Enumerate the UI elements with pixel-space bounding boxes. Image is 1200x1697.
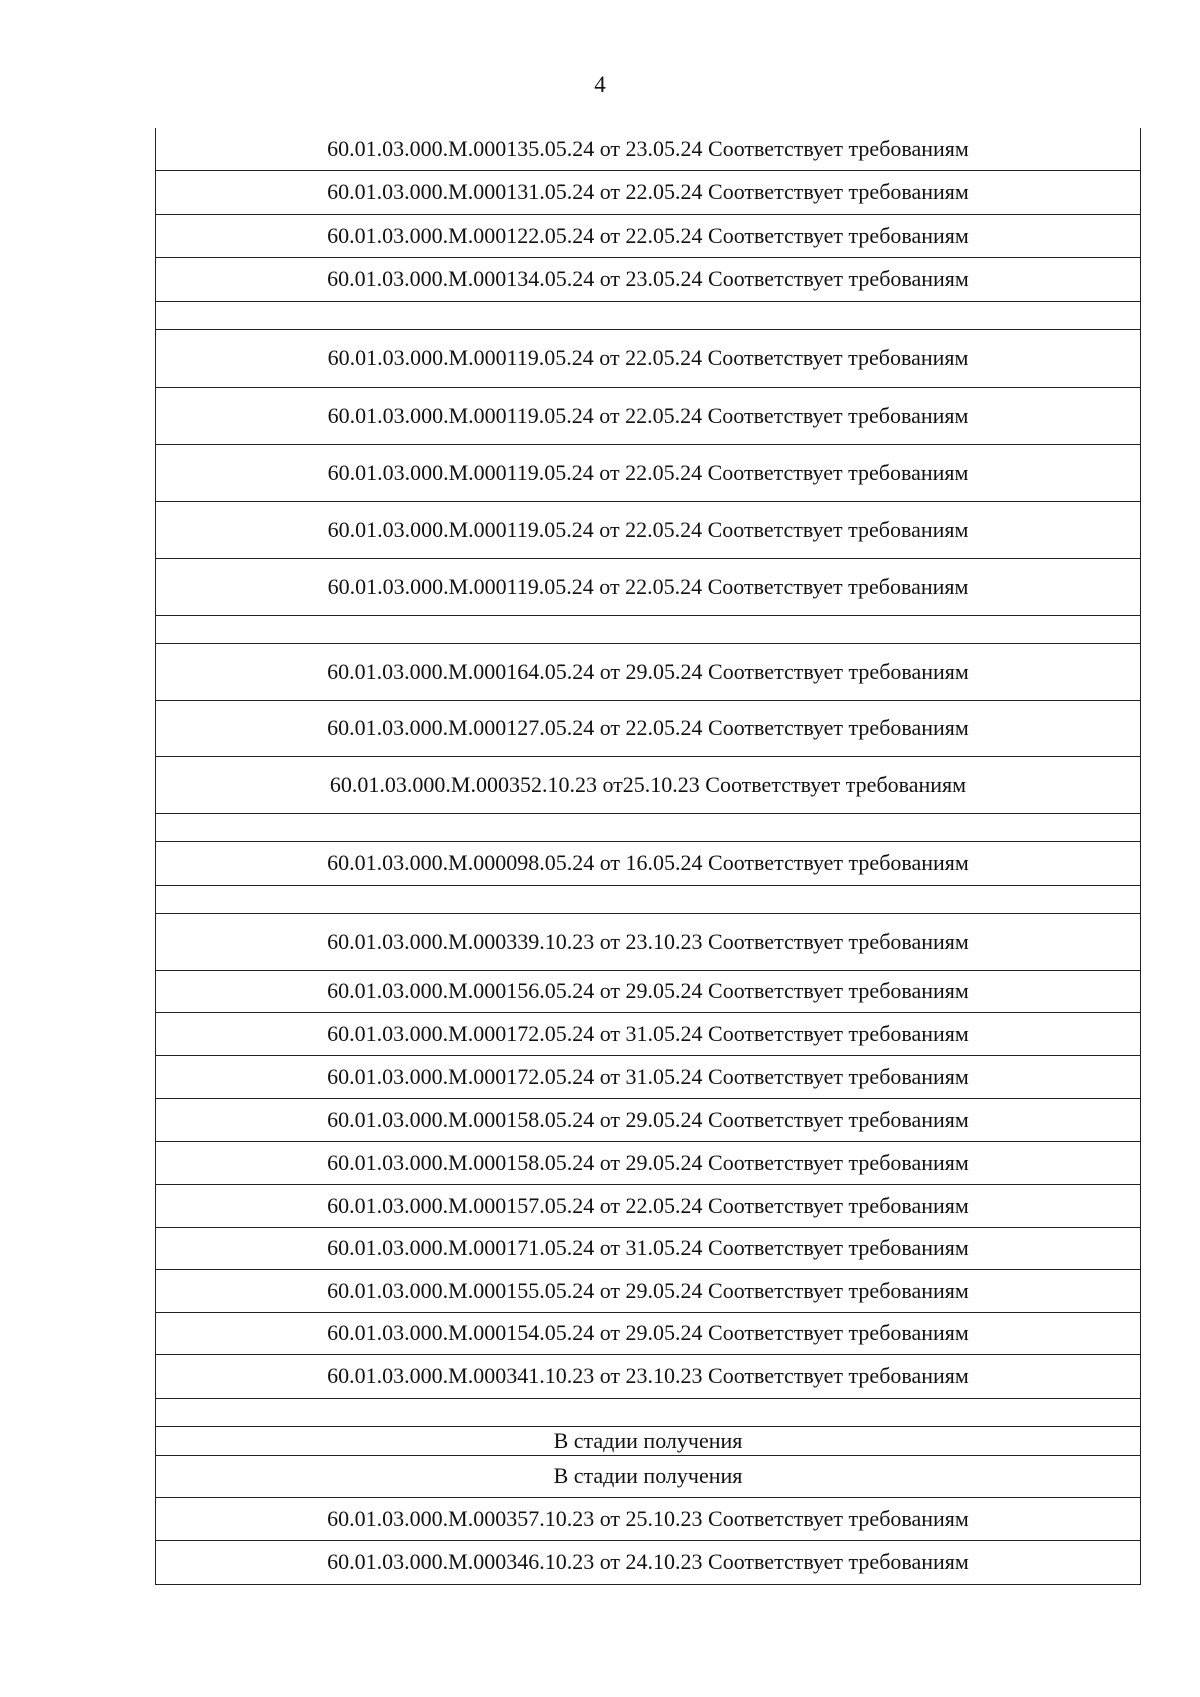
table-cell: 60.01.03.000.М.000154.05.24 от 29.05.24 Соответствует требованиям bbox=[156, 1312, 1141, 1354]
table-cell: 60.01.03.000.М.000157.05.24 от 22.05.24 Соответствует требованиям bbox=[156, 1184, 1141, 1227]
table-cell bbox=[156, 885, 1141, 913]
table-cell: 60.01.03.000.М.000357.10.23 от 25.10.23 Соответствует требованиям bbox=[156, 1497, 1141, 1540]
table-cell: 60.01.03.000.М.000158.05.24 от 29.05.24 Соответствует требованиям bbox=[156, 1141, 1141, 1184]
table-cell: 60.01.03.000.М.000098.05.24 от 16.05.24 Соответствует требованиям bbox=[156, 841, 1141, 885]
table-row bbox=[156, 1354, 1141, 1398]
table-cell: 60.01.03.000.М.000119.05.24 от 22.05.24 Соответствует требованиям bbox=[156, 444, 1141, 501]
table-row bbox=[156, 1012, 1141, 1055]
table-row bbox=[156, 913, 1141, 970]
table-row bbox=[156, 1141, 1141, 1184]
table-row bbox=[156, 970, 1141, 1012]
table-cell: 60.01.03.000.М.000352.10.23 от25.10.23 Соответствует требованиям bbox=[156, 756, 1141, 813]
table-cell bbox=[156, 813, 1141, 841]
table-row bbox=[156, 387, 1141, 444]
table-cell: 60.01.03.000.М.000134.05.24 от 23.05.24 Соответствует требованиям bbox=[156, 257, 1141, 301]
table-cell: 60.01.03.000.М.000135.05.24 от 23.05.24 Соответствует требованиям bbox=[156, 128, 1141, 170]
table-row bbox=[156, 214, 1141, 257]
table-cell: В стадии получения bbox=[156, 1426, 1141, 1455]
table-cell bbox=[156, 301, 1141, 329]
table-row bbox=[156, 1184, 1141, 1227]
page-number: 4 bbox=[594, 72, 606, 97]
table-row bbox=[156, 1269, 1141, 1312]
table-row bbox=[156, 257, 1141, 301]
table-row bbox=[156, 501, 1141, 558]
table-row bbox=[156, 128, 1141, 170]
table-cell: 60.01.03.000.М.000158.05.24 от 29.05.24 Соответствует требованиям bbox=[156, 1098, 1141, 1141]
table-row bbox=[156, 329, 1141, 387]
table-row bbox=[156, 885, 1141, 913]
table-cell: 60.01.03.000.М.000172.05.24 от 31.05.24 Соответствует требованиям bbox=[156, 1012, 1141, 1055]
table-row bbox=[156, 643, 1141, 700]
table-cell: 60.01.03.000.М.000119.05.24 от 22.05.24 Соответствует требованиям bbox=[156, 501, 1141, 558]
table-cell: 60.01.03.000.М.000341.10.23 от 23.10.23 Соответствует требованиям bbox=[156, 1354, 1141, 1398]
table-row bbox=[156, 301, 1141, 329]
table-cell: 60.01.03.000.М.000171.05.24 от 31.05.24 Соответствует требованиям bbox=[156, 1227, 1141, 1269]
table-row bbox=[156, 1398, 1141, 1426]
table-cell: 60.01.03.000.М.000119.05.24 от 22.05.24 Соответствует требованиям bbox=[156, 329, 1141, 387]
certificates-table bbox=[155, 128, 1141, 1585]
table-row bbox=[156, 444, 1141, 501]
table-row bbox=[156, 1227, 1141, 1269]
table-cell: 60.01.03.000.М.000119.05.24 от 22.05.24 Соответствует требованиям bbox=[156, 387, 1141, 444]
table-cell: 60.01.03.000.М.000172.05.24 от 31.05.24 Соответствует требованиям bbox=[156, 1055, 1141, 1098]
table-cell bbox=[156, 615, 1141, 643]
table-cell: 60.01.03.000.М.000119.05.24 от 22.05.24 Соответствует требованиям bbox=[156, 558, 1141, 615]
table-row bbox=[156, 1312, 1141, 1354]
table-row bbox=[156, 756, 1141, 813]
table-cell: В стадии получения bbox=[156, 1455, 1141, 1497]
table-cell: 60.01.03.000.М.000339.10.23 от 23.10.23 Соответствует требованиям bbox=[156, 913, 1141, 970]
table-row bbox=[156, 1426, 1141, 1455]
table-cell: 60.01.03.000.М.000346.10.23 от 24.10.23 Соответствует требованиям bbox=[156, 1540, 1141, 1584]
table-row bbox=[156, 1055, 1141, 1098]
table-row bbox=[156, 1540, 1141, 1584]
table-row bbox=[156, 841, 1141, 885]
table-row bbox=[156, 558, 1141, 615]
table-cell: 60.01.03.000.М.000156.05.24 от 29.05.24 Соответствует требованиям bbox=[156, 970, 1141, 1012]
table-cell: 60.01.03.000.М.000155.05.24 от 29.05.24 Соответствует требованиям bbox=[156, 1269, 1141, 1312]
table-row bbox=[156, 1098, 1141, 1141]
table-row bbox=[156, 170, 1141, 214]
table-row bbox=[156, 813, 1141, 841]
table-cell: 60.01.03.000.М.000127.05.24 от 22.05.24 Соответствует требованиям bbox=[156, 700, 1141, 756]
table-cell: 60.01.03.000.М.000164.05.24 от 29.05.24 Соответствует требованиям bbox=[156, 643, 1141, 700]
table-row bbox=[156, 615, 1141, 643]
table-row bbox=[156, 1497, 1141, 1540]
table-cell: 60.01.03.000.М.000131.05.24 от 22.05.24 Соответствует требованиям bbox=[156, 170, 1141, 214]
table-row bbox=[156, 1455, 1141, 1497]
table-row bbox=[156, 700, 1141, 756]
table-cell: 60.01.03.000.М.000122.05.24 от 22.05.24 Соответствует требованиям bbox=[156, 214, 1141, 257]
table-cell bbox=[156, 1398, 1141, 1426]
